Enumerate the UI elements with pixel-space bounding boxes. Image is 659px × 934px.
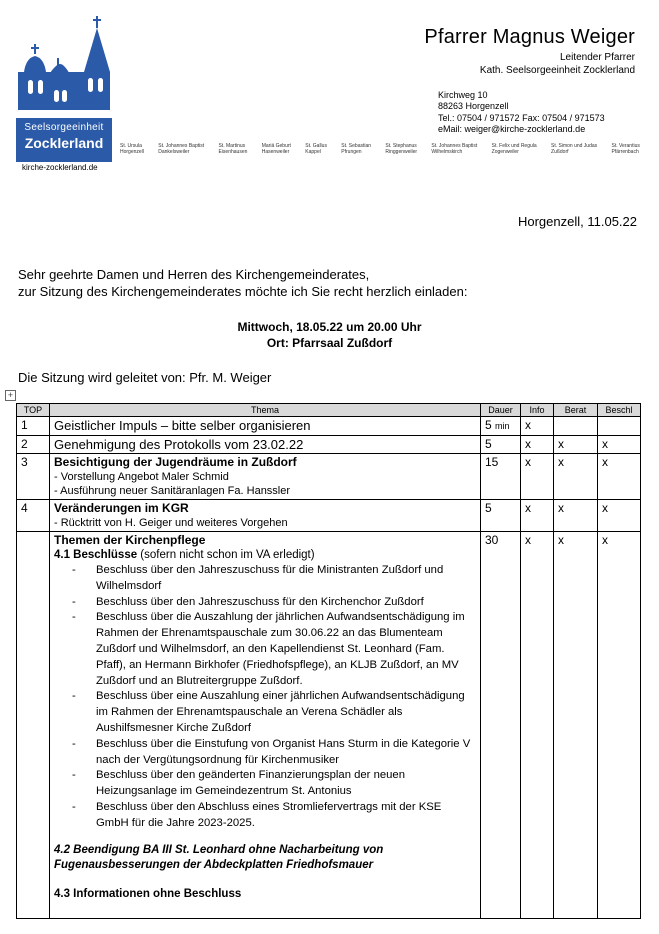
table-row (17, 500, 641, 532)
col-berat: Berat (554, 404, 598, 417)
section-4-1-title: 4.1 Beschlüsse (54, 549, 138, 561)
row-sub: - Vorstellung Angebot Maler Schmid (54, 471, 229, 483)
parish-name: St. Sebastian (341, 143, 372, 149)
row-title: Besichtigung der Jugendräume in Zußdorf (54, 455, 297, 469)
greeting-line-2: zur Sitzung des Kirchengemeinderates möchte ich Sie recht herzlich einladen: (18, 284, 468, 299)
row-beschl: x (598, 454, 641, 500)
parish-item (341, 143, 371, 155)
row-beschl: x (598, 532, 641, 919)
greeting-line-1: Sehr geehrte Damen und Herren des Kirchengemeinderates, (18, 267, 370, 282)
row-top (17, 532, 50, 919)
parish-name: St. Johannes Baptist (431, 143, 478, 149)
table-row (17, 532, 641, 919)
col-dauer: Dauer (481, 404, 521, 417)
parish-place: Wilhelmskirch (431, 149, 463, 155)
meeting-info (0, 319, 659, 351)
row-beschl: x (598, 500, 641, 532)
row-berat: x (554, 454, 598, 500)
row-info: x (521, 500, 554, 532)
parish-name: Mariä Geburt (261, 143, 291, 149)
parish-place: Zogenweiler (491, 149, 519, 155)
col-thema: Thema (50, 404, 481, 417)
parish-item (612, 143, 640, 155)
list-item: - Beschluss über den geänderten Finanzierungsplan der neuen Heizungsanlage im Gemeindezentrum St. Antonius (72, 768, 476, 800)
row-beschl: x (598, 436, 641, 454)
resolution-list (54, 563, 476, 832)
list-item: - Beschluss über den Jahreszuschuss für den Kirchenchor Zußdorf (72, 595, 476, 611)
sender-role: Leitender Pfarrer (559, 52, 635, 63)
parish-item (551, 143, 597, 155)
logo-line2: Zocklerland (24, 135, 104, 151)
sender-block (424, 26, 635, 77)
row-dauer: 15 (481, 454, 521, 500)
table-move-handle-icon[interactable]: + (5, 390, 16, 401)
parish-name: St. Simon und Judas (551, 143, 598, 149)
greeting (18, 266, 467, 300)
row-info: x (521, 436, 554, 454)
table-row (17, 454, 641, 500)
row-topic (50, 532, 481, 919)
parish-place: Zußdorf (551, 149, 569, 155)
parish-name: St. Felix und Regula (491, 143, 537, 149)
address-phone: Tel.: 07504 / 971572 Fax: 07504 / 971573 (438, 112, 605, 123)
row-title: Genehmigung des Protokolls vom 23.02.22 (50, 436, 481, 454)
list-item: - Beschluss über die Auszahlung der jährlichen Aufwandsentschädigung im Rahmen der Ehrenamtspauschale zum 30.06.22 an das Blumenteam Zußdorf und Wilhelmsdorf, an den Kapellendienst St. Leonhard (Fam. Pfaff), an Hermann Birkhofer (Friedhofspflege), an KLJB Zußdorf, an MV Zußdorf und an Blutreitergruppe Zußdorf. (72, 610, 476, 689)
parish-name: St. Ursula (120, 143, 142, 149)
parish-name: St. Martinus (218, 143, 246, 149)
row-top: 1 (17, 417, 50, 436)
led-by: Die Sitzung wird geleitet von: Pfr. M. Weiger (18, 370, 272, 385)
col-info: Info (521, 404, 554, 417)
address-email: eMail: weiger@kirche-zocklerland.de (438, 123, 586, 134)
row-berat (554, 417, 598, 436)
parish-name: St. Stephanus (385, 143, 417, 149)
parish-name: St. Johannes Baptist (158, 143, 205, 149)
parish-item (431, 143, 477, 155)
row-topic (50, 500, 481, 532)
logo-line1: Seelsorgeeinheit (24, 122, 104, 133)
row-info: x (521, 454, 554, 500)
sender-org: Kath. Seelsorgeeinheit Zocklerland (479, 65, 635, 76)
parish-item (492, 143, 537, 155)
col-top: TOP (17, 404, 50, 417)
row-title: Themen der Kirchenpflege (54, 533, 206, 547)
list-item: - Beschluss über den Jahreszuschuss für die Ministranten Zußdorf und Wilhelmsdorf (72, 563, 476, 595)
row-sub: - Ausführung neuer Sanitäranlagen Fa. Hanssler (54, 485, 291, 497)
row-berat: x (554, 532, 598, 919)
dauer-unit: min (495, 421, 510, 431)
parish-list (120, 143, 640, 155)
parish-place: Dankelsweiler (158, 149, 190, 155)
parish-name: St. Gallus (305, 143, 327, 149)
row-dauer: 5 (481, 500, 521, 532)
parish-logo (16, 14, 112, 162)
place-date: Horgenzell, 11.05.22 (517, 214, 637, 229)
table-row (17, 436, 641, 454)
parish-item (262, 143, 291, 155)
parish-place: Ringgenweiler (385, 149, 418, 155)
address-city: 88263 Horgenzell (438, 101, 509, 112)
address-street: Kirchweg 10 (438, 90, 488, 100)
parish-place: Horgenzell (120, 149, 144, 155)
sender-address (438, 90, 605, 135)
parish-place: Kappel (305, 149, 321, 155)
parish-item (158, 143, 204, 155)
row-top: 4 (17, 500, 50, 532)
section-4-2: 4.2 Beendigung BA III St. Leonhard ohne Nacharbeitung von Fugenausbesserungen der Abdeckplatten Friedhofsmauer (54, 843, 384, 871)
row-top: 2 (17, 436, 50, 454)
col-beschl: Beschl (598, 404, 641, 417)
row-berat: x (554, 436, 598, 454)
meeting-where: Ort: Pfarrsaal Zußdorf (266, 336, 393, 350)
row-info: x (521, 532, 554, 919)
parish-item (385, 143, 417, 155)
row-info: x (521, 417, 554, 436)
row-title: Veränderungen im KGR (54, 501, 189, 515)
row-title: Geistlicher Impuls – bitte selber organisieren (50, 417, 481, 436)
table-row (17, 417, 641, 436)
section-4-1 (54, 548, 476, 563)
row-topic (50, 454, 481, 500)
row-dauer (481, 417, 521, 436)
meeting-when: Mittwoch, 18.05.22 um 20.00 Uhr (237, 320, 422, 334)
parish-item (305, 143, 327, 155)
row-dauer: 5 (481, 436, 521, 454)
parish-item (218, 143, 247, 155)
parish-place: Pfärrenbach (611, 149, 639, 155)
parish-place: Pfrungen (341, 149, 362, 155)
parish-name: St. Verantius (611, 143, 640, 149)
dauer-value: 5 (485, 418, 492, 432)
section-4-3: 4.3 Informationen ohne Beschluss (54, 887, 242, 900)
table-header-row (17, 404, 641, 417)
parish-place: Eisenhausen (218, 149, 248, 155)
list-item: - Beschluss über eine Auszahlung einer jährlichen Aufwandsentschädigung im Rahmen der Ehrenamtspauschale an Verena Schädler als Aushilfsmesner Kirche Zußdorf (72, 689, 476, 736)
parish-item (120, 143, 144, 155)
parish-place: Hasenweiler (261, 149, 290, 155)
logo-url: kirche-zocklerland.de (22, 163, 98, 172)
sender-name: Pfarrer Magnus Weiger (424, 26, 635, 48)
list-item: - Beschluss über den Abschluss eines Stromliefervertrags mit der KSE GmbH für die Jahre 2023-2025. (72, 800, 476, 832)
list-item: - Beschluss über die Einstufung von Organist Hans Sturm in die Kategorie V nach der Vergütungsordnung für Kirchenmusiker (72, 737, 476, 769)
row-dauer: 30 (481, 532, 521, 919)
section-4-1-note: (sofern nicht schon im VA erledigt) (137, 549, 315, 561)
row-top: 3 (17, 454, 50, 500)
row-beschl (598, 417, 641, 436)
row-sub: - Rücktritt von H. Geiger und weiteres Vorgehen (54, 517, 288, 529)
row-berat: x (554, 500, 598, 532)
agenda-table (16, 403, 641, 919)
